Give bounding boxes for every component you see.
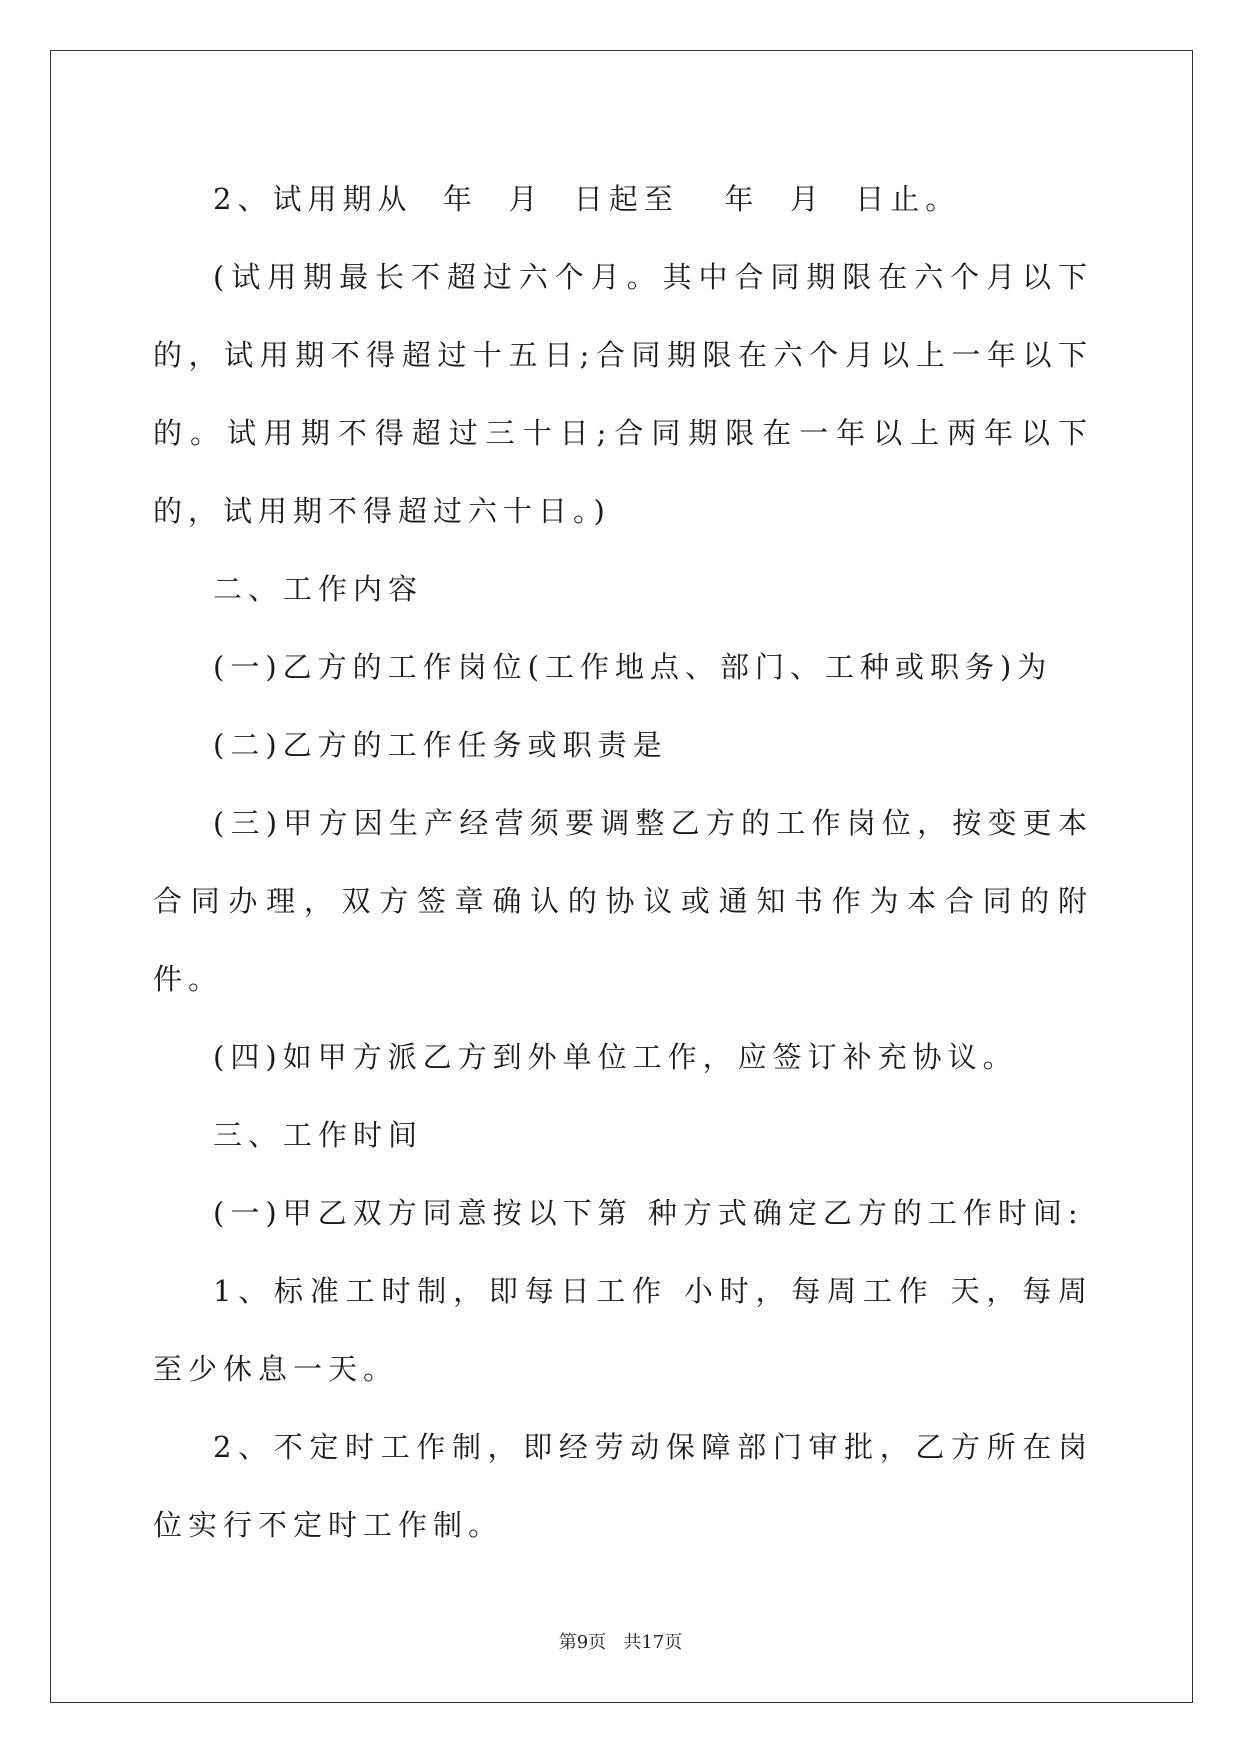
section-heading-work-time: 三、工作时间 bbox=[213, 1118, 424, 1152]
paragraph-work-time-method: (一)甲乙双方同意按以下第 种方式确定乙方的工作时间: bbox=[213, 1196, 1084, 1230]
page-number: 第9页 共17页 bbox=[558, 1632, 683, 1653]
paragraph-flexible-hours: 2、不定时工作制，即经劳动保障部门审批，乙方所在岗位实行不定时工作制。 bbox=[153, 1430, 1093, 1542]
paragraph-work-post: (一)乙方的工作岗位(工作地点、部门、工种或职务)为 bbox=[213, 650, 1053, 684]
paragraph-work-duties: (二)乙方的工作任务或职责是 bbox=[213, 728, 668, 762]
section-heading-work-content: 二、工作内容 bbox=[213, 572, 424, 606]
document-body bbox=[153, 160, 1093, 1564]
paragraph-probation-period: 2、试用期从 年 月 日起至 年 月 日止。 bbox=[213, 182, 961, 216]
paragraph-standard-hours: 1、标准工时制，即每日工作 小时，每周工作 天，每周至少休息一天。 bbox=[153, 1274, 1093, 1386]
paragraph-probation-limits: (试用期最长不超过六个月。其中合同期限在六个月以下的，试用期不得超过十五日;合同期限在六个月以上一年以下的。试用期不得超过三十日;合同期限在一年以上两年以下的，试用期不得超过六十日。) bbox=[153, 260, 1093, 528]
paragraph-post-adjustment: (三)甲方因生产经营须要调整乙方的工作岗位，按变更本合同办理，双方签章确认的协议或通知书作为本合同的附件。 bbox=[153, 806, 1093, 996]
paragraph-external-assignment: (四)如甲方派乙方到外单位工作，应签订补充协议。 bbox=[213, 1040, 1018, 1074]
